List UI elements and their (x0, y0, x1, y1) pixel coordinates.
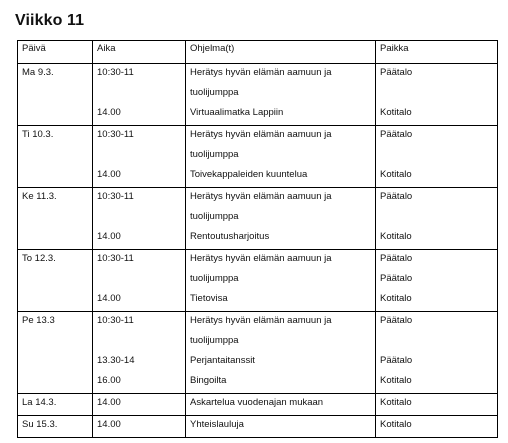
program-line: Rentoutusharjoitus (190, 231, 270, 242)
program-line: Askartelua vuodenajan mukaan (190, 397, 324, 408)
program-line: tuolijumppa (190, 273, 239, 284)
program-line: Herätys hyvän elämän aamuun ja (190, 67, 332, 78)
cell-place (376, 416, 498, 438)
cell-place (376, 64, 498, 126)
cell-time (93, 250, 186, 312)
program-line: Bingoilta (190, 375, 227, 386)
place-line: Kotitalo (380, 293, 412, 304)
time-line: 10:30-11 (97, 129, 134, 140)
cell-day (18, 416, 93, 438)
day-label: Ma 9.3. (22, 67, 54, 78)
cell-place (376, 250, 498, 312)
time-line (97, 84, 181, 104)
place-line (380, 208, 493, 228)
place-line: Kotitalo (380, 397, 412, 408)
cell-program (186, 394, 376, 416)
table-row (18, 126, 498, 188)
place-line: Päätalo (380, 315, 413, 326)
table-header (18, 41, 498, 64)
program-line: Virtuaalimatka Lappiin (190, 107, 284, 118)
header-time: Aika (93, 41, 186, 64)
place-line: Päätalo (380, 355, 413, 366)
table-body (18, 64, 498, 438)
table-row (18, 188, 498, 250)
cell-day (18, 64, 93, 126)
cell-time (93, 188, 186, 250)
table-row (18, 394, 498, 416)
cell-day (18, 188, 93, 250)
program-line: Toivekappaleiden kuuntelua (190, 169, 308, 180)
cell-program (186, 416, 376, 438)
program-line: tuolijumppa (190, 335, 239, 346)
program-line: Herätys hyvän elämän aamuun ja (190, 315, 332, 326)
place-line (380, 332, 493, 352)
time-line: 14.00 (97, 419, 121, 430)
cell-program (186, 64, 376, 126)
day-label: Ke 11.3. (22, 191, 57, 202)
place-line: Kotitalo (380, 231, 412, 242)
header-day: Päivä (18, 41, 93, 64)
place-line: Päätalo (380, 129, 413, 140)
cell-program (186, 312, 376, 394)
place-line: Päätalo (380, 191, 413, 202)
cell-place (376, 312, 498, 394)
day-label: La 14.3. (22, 397, 57, 408)
time-line: 14.00 (97, 107, 121, 118)
day-label: Su 15.3. (22, 419, 58, 430)
program-line: tuolijumppa (190, 149, 239, 160)
program-line: Perjantaitanssit (190, 355, 255, 366)
cell-place (376, 188, 498, 250)
time-line: 14.00 (97, 293, 121, 304)
header-row (18, 41, 498, 64)
place-line: Päätalo (380, 253, 413, 264)
cell-day (18, 126, 93, 188)
place-line: Päätalo (380, 67, 413, 78)
cell-program (186, 250, 376, 312)
time-line (97, 146, 181, 166)
place-line (380, 146, 493, 166)
place-line: Kotitalo (380, 169, 412, 180)
time-line (97, 332, 181, 352)
table-row (18, 250, 498, 312)
program-line: tuolijumppa (190, 87, 239, 98)
header-program: Ohjelma(t) (186, 41, 376, 64)
day-label: To 12.3. (22, 253, 56, 264)
table-row (18, 312, 498, 394)
time-line: 14.00 (97, 397, 121, 408)
program-line: Herätys hyvän elämän aamuun ja (190, 191, 332, 202)
cell-time (93, 64, 186, 126)
cell-time (93, 416, 186, 438)
time-line: 16.00 (97, 375, 121, 386)
cell-time (93, 126, 186, 188)
time-line (97, 208, 181, 228)
table-row (18, 64, 498, 126)
cell-program (186, 126, 376, 188)
page-title: Viikko 11 (15, 12, 85, 29)
place-line: Kotitalo (380, 375, 412, 386)
program-line: Tietovisa (190, 293, 228, 304)
schedule-table (17, 40, 498, 438)
time-line: 14.00 (97, 231, 121, 242)
time-line (97, 270, 181, 290)
program-line: Herätys hyvän elämän aamuun ja (190, 129, 332, 140)
place-line: Päätalo (380, 273, 413, 284)
program-line: Yhteislauluja (190, 419, 244, 430)
cell-day (18, 312, 93, 394)
place-line: Kotitalo (380, 107, 412, 118)
header-place: Paikka (376, 41, 498, 64)
time-line: 14.00 (97, 169, 121, 180)
place-line: Kotitalo (380, 419, 412, 430)
time-line: 10:30-11 (97, 67, 134, 78)
cell-place (376, 126, 498, 188)
program-line: Herätys hyvän elämän aamuun ja (190, 253, 332, 264)
cell-day (18, 394, 93, 416)
cell-place (376, 394, 498, 416)
time-line: 10:30-11 (97, 253, 134, 264)
time-line: 10:30-11 (97, 315, 134, 326)
cell-time (93, 394, 186, 416)
day-label: Pe 13.3 (22, 315, 55, 326)
time-line: 10:30-11 (97, 191, 134, 202)
cell-day (18, 250, 93, 312)
program-line: tuolijumppa (190, 211, 239, 222)
place-line (380, 84, 493, 104)
cell-program (186, 188, 376, 250)
cell-time (93, 312, 186, 394)
day-label: Ti 10.3. (22, 129, 54, 140)
table-row (18, 416, 498, 438)
time-line: 13.30-14 (97, 355, 135, 366)
